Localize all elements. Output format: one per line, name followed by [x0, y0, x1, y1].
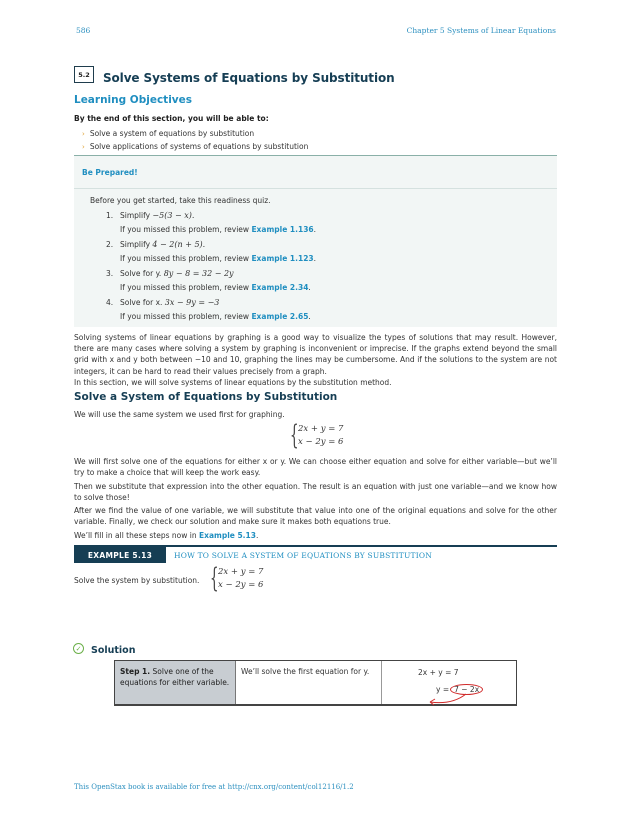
learning-objectives-heading: Learning Objectives: [74, 94, 193, 106]
footer-text: This OpenStax book is available for free at http://cnx.org/content/col12116/1.2: [74, 783, 354, 791]
page-number: 586: [76, 26, 91, 35]
quiz-math: 3x − 9y = −3: [164, 298, 220, 307]
step-text: Solve one of the equations for either variable.: [120, 667, 230, 687]
readiness-quiz: [106, 209, 546, 325]
paragraph: After we find the value of one variable, we will substitute that value into one of the original equations and solve for the other variable. Finally, we check our solution and make sure it makes both equations true.: [74, 506, 557, 527]
quiz-item-number: 4.: [106, 298, 114, 307]
missed-prefix: If you missed this problem, review: [120, 225, 252, 234]
work-line: 2x + y = 7: [418, 668, 459, 677]
equation-system: [290, 420, 370, 451]
check-circle-icon: ✓: [73, 643, 84, 654]
example-link[interactable]: Example 5.13: [198, 531, 256, 540]
bullet-icon: ›: [82, 142, 85, 151]
be-prepared-box: [74, 155, 557, 327]
example-label: EXAMPLE 5.13: [74, 547, 166, 563]
step-label: Step 1.: [120, 667, 151, 676]
work-line: y = 7 − 2x: [436, 684, 483, 695]
section-number-box: 5.2: [74, 66, 94, 83]
step-table: [114, 660, 517, 706]
be-prepared-intro: Before you get started, take this readiness quiz.: [90, 196, 271, 205]
subheading: Solve a System of Equations by Substitution: [74, 391, 338, 403]
review-link[interactable]: Example 1.123: [251, 254, 314, 263]
list-item: [82, 127, 308, 140]
quiz-item-number: 3.: [106, 269, 114, 278]
quiz-math: −5(3 − x).: [152, 211, 195, 220]
objective-text: Solve a system of equations by substitution: [89, 129, 255, 138]
example-equation-system: [210, 563, 290, 594]
be-prepared-heading: Be Prepared!: [74, 156, 557, 189]
quiz-math: 8y − 8 = 32 − 2y: [163, 269, 234, 278]
equation: 2x + y = 7: [298, 424, 344, 434]
equation: 2x + y = 7: [218, 567, 264, 577]
paragraph: We’ll fill in all these steps now in Example 5.13.: [74, 531, 259, 540]
missed-prefix: If you missed this problem, review: [120, 254, 252, 263]
bullet-icon: ›: [82, 129, 85, 138]
solution-label: Solution: [91, 645, 136, 656]
review-link[interactable]: Example 2.34: [251, 283, 309, 292]
quiz-prompt: Simplify: [120, 211, 151, 220]
equation: x − 2y = 6: [218, 580, 264, 590]
missed-prefix: If you missed this problem, review: [120, 312, 252, 321]
review-link[interactable]: Example 2.65: [251, 312, 309, 321]
paragraph: Then we substitute that expression into the other equation. The result is an equation with just one variable—and we know how to solve those!: [74, 482, 557, 503]
quiz-item: 3. Solve for y. 8y − 8 = 32 − 2y If you missed this problem, review Example 2.34.: [106, 269, 311, 292]
equation: x − 2y = 6: [298, 437, 344, 447]
objective-text: Solve applications of systems of equations by substitution: [89, 142, 309, 151]
brace-icon: {: [290, 420, 299, 451]
quiz-item: 2. Simplify 4 − 2(n + 5). If you missed this problem, review Example 1.123.: [106, 240, 317, 263]
paragraph: We will use the same system we used first for graphing.: [74, 410, 285, 419]
quiz-prompt: Solve for x.: [120, 298, 163, 307]
brace-icon: {: [210, 563, 219, 594]
intro-paragraph: Solving systems of linear equations by graphing is a good way to visualize the types of solutions that may result. However, there are many cases where solving a system by graphing is inconvenient or imprecise. If the graphs extend beyond the small grid with x and y both between −10 and 10, graphing the lines may be cumbersome. And if the solutions to the system are not integers, it can be hard to read their values precisely from a graph.: [74, 333, 557, 376]
chapter-title: Chapter 5 Systems of Linear Equations: [406, 26, 556, 35]
red-arrow-icon: [422, 693, 472, 707]
quiz-item-number: 2.: [106, 240, 114, 249]
quiz-prompt: Solve for y.: [120, 269, 162, 278]
example-header: [74, 545, 557, 564]
step-explanation: We’ll solve the first equation for y.: [236, 661, 382, 704]
step-work: [382, 661, 516, 704]
step-description: [115, 661, 236, 704]
circled-expression: 7 − 2x: [450, 684, 483, 695]
learning-objectives-intro: By the end of this section, you will be able to:: [74, 114, 269, 123]
quiz-item: 4. Solve for x. 3x − 9y = −3 If you missed this problem, review Example 2.65.: [106, 298, 311, 321]
learning-objectives-list: [82, 127, 308, 153]
quiz-math: 4 − 2(n + 5).: [152, 240, 206, 249]
quiz-item-number: 1.: [106, 211, 114, 220]
section-intro-paragraph: In this section, we will solve systems of linear equations by the substitution method.: [74, 378, 392, 387]
list-item: [82, 140, 308, 153]
quiz-prompt: Simplify: [120, 240, 151, 249]
missed-prefix: If you missed this problem, review: [120, 283, 252, 292]
example-prompt: Solve the system by substitution.: [74, 576, 200, 585]
quiz-item: 1. Simplify −5(3 − x). If you missed this problem, review Example 1.136.: [106, 211, 317, 234]
paragraph: We will first solve one of the equations for either x or y. We can choose either equation and solve for either variable—but we’ll try to make a choice that will keep the work easy.: [74, 457, 557, 478]
review-link[interactable]: Example 1.136: [251, 225, 314, 234]
section-title: Solve Systems of Equations by Substitution: [103, 71, 395, 85]
example-title: HOW TO SOLVE A SYSTEM OF EQUATIONS BY SUBSTITUTION: [174, 551, 432, 560]
